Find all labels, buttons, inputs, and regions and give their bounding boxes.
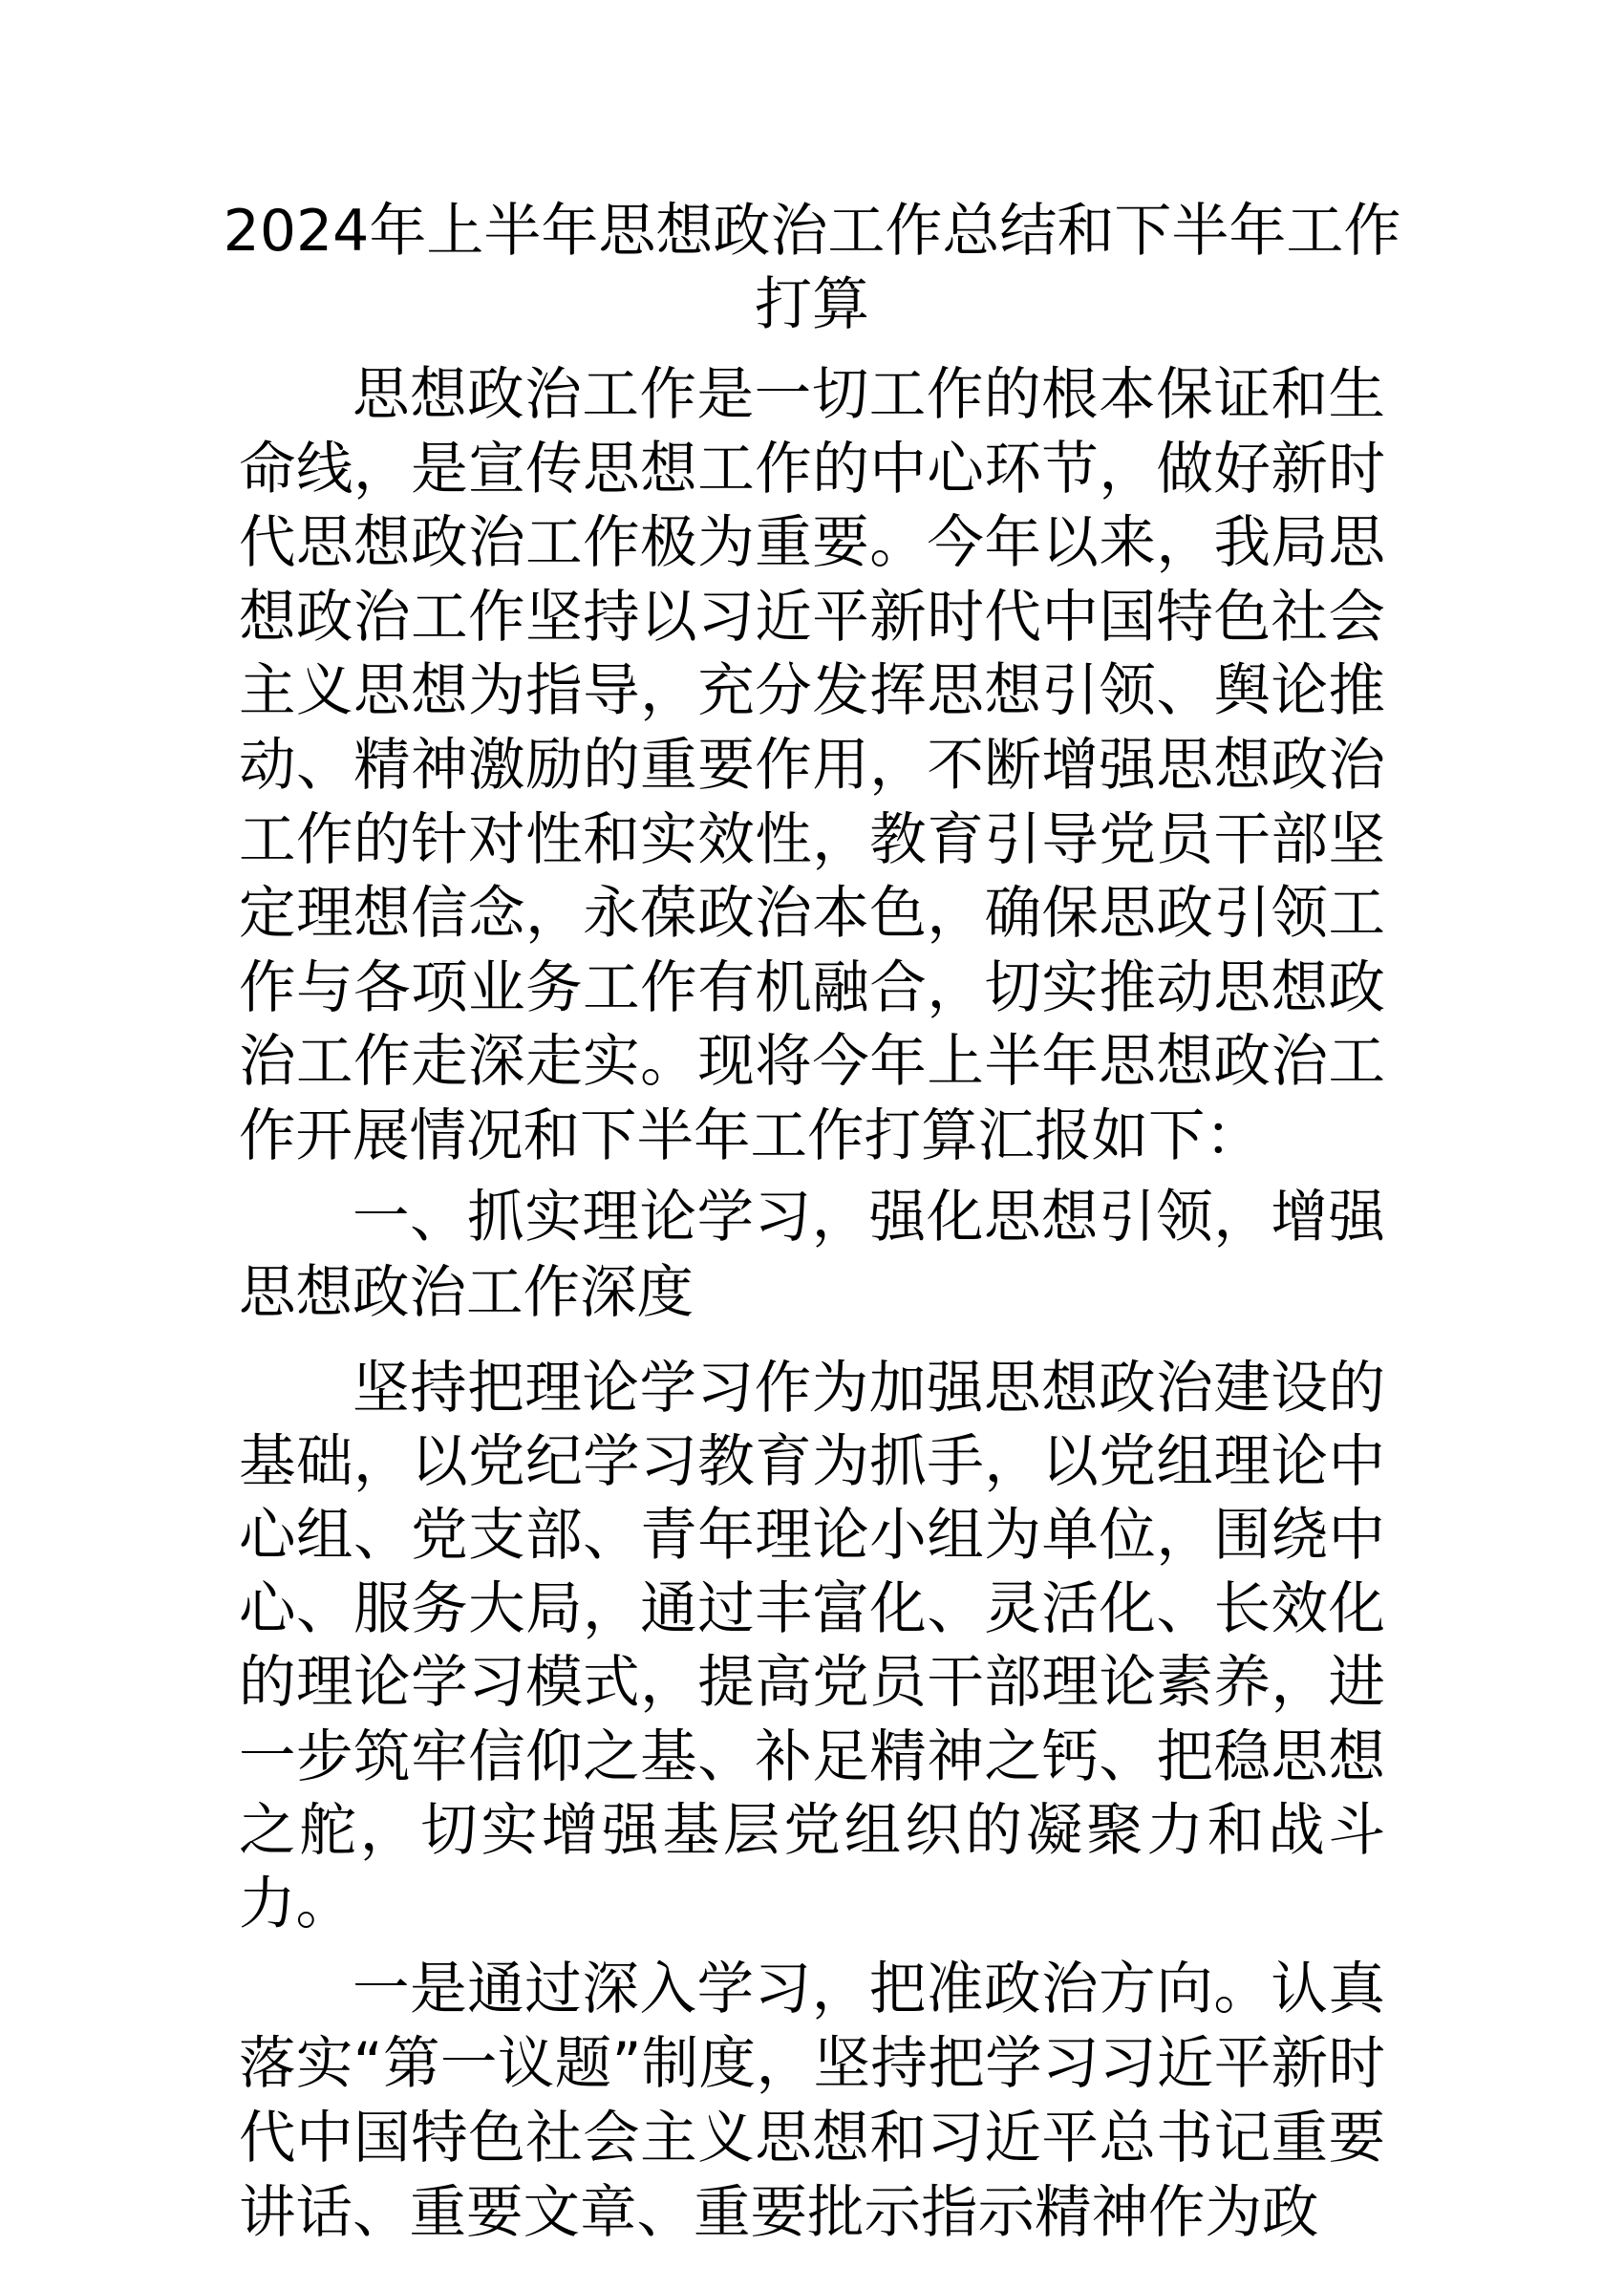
- section-heading-1: 一、抓实理论学习，强化思想引领，增强思想政治工作深度: [239, 1184, 1385, 1326]
- section-1-item-1-paragraph: 一是通过深入学习，把准政治方向。认真落实“第一议题”制度，坚持把学习习近平新时代中国特色社会主义思想和习近平总书记重要讲话、重要文章、重要批示指示精神作为政: [239, 1957, 1385, 2247]
- document-title-line-2: 打算: [755, 271, 869, 338]
- intro-paragraph: 思想政治工作是一切工作的根本保证和生命线，是宣传思想工作的中心环节，做好新时代思想政治工作极为重要。今年以来，我局思想政治工作坚持以习近平新时代中国特色社会主义思想为指导，充分发挥思想引领、舆论推动、精神激励的重要作用，不断增强思想政治工作的针对性和实效性，教育引导党员干部坚定理想信念，永葆政治本色，确保思政引领工作与各项业务工作有机融合，切实推动思想政治工作走深走实。现将今年上半年思想政治工作开展情况和下半年工作打算汇报如下：: [239, 362, 1385, 1169]
- document-title-line-1: 2024年上半年思想政治工作总结和下半年工作: [223, 198, 1401, 265]
- section-1-paragraph: 坚持把理论学习作为加强思想政治建设的基础，以党纪学习教育为抓手，以党组理论中心组、党支部、青年理论小组为单位，围绕中心、服务大局，通过丰富化、灵活化、长效化的理论学习模式，提高党员干部理论素养，进一步筑牢信仰之基、补足精神之钙、把稳思想之舵，切实增强基层党组织的凝聚力和战斗力。: [239, 1355, 1385, 1937]
- document-title: [191, 195, 1433, 342]
